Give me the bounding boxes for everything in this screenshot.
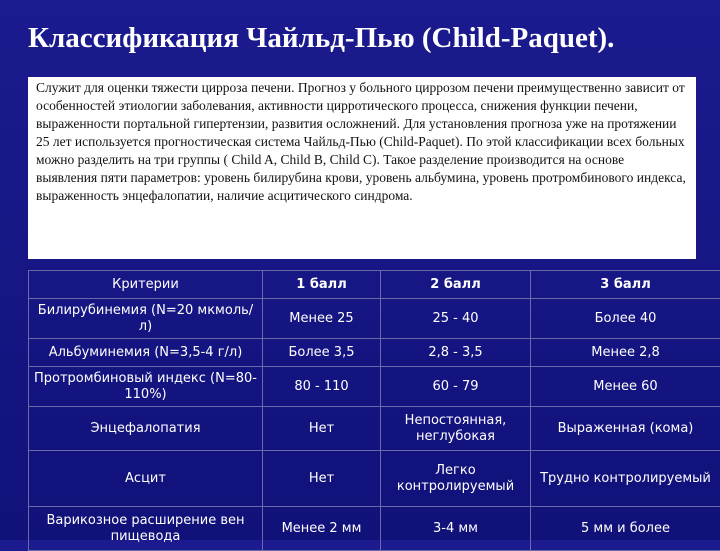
criterion-cell: Билирубинемия (N=20 мкмоль/л) <box>29 299 263 339</box>
score-2-cell: 3-4 мм <box>381 507 531 551</box>
score-1-cell: 80 - 110 <box>263 367 381 407</box>
child-pugh-table <box>28 270 720 551</box>
table-row <box>29 367 720 407</box>
score-1-cell: Нет <box>263 407 381 451</box>
table-row <box>29 339 720 367</box>
score-2-cell: 25 - 40 <box>381 299 531 339</box>
table-row <box>29 507 720 551</box>
header-score-1: 1 балл <box>263 271 381 299</box>
header-score-3: 3 балл <box>531 271 720 299</box>
score-2-cell: Легко контролируемый <box>381 451 531 507</box>
header-criteria: Критерии <box>29 271 263 299</box>
score-3-cell: Менее 2,8 <box>531 339 720 367</box>
table-header-row <box>29 271 720 299</box>
table-row <box>29 407 720 451</box>
criterion-cell: Асцит <box>29 451 263 507</box>
description-text: Служит для оценки тяжести цирроза печени. Прогноз у больного циррозом печени преимущественно зависит от особенностей этиологии заболевания, активности цирротического процесса, снижения функции печени, выраженности портальной гипертензии, развития осложнений. Для установления прогноза уже на протяжении 25 лет используется прогностическая система Чайльд-Пью (Child-Paquet). По этой классификации всех больных можно разделить на три группы ( Child A, Child B, Child C). Такое разделение производится на основе выявления пяти параметров: уровень билирубина крови, уровень альбумина, уровень протромбинового индекса, выраженность энцефалопатии, наличие асцитического синдрома. <box>28 77 696 259</box>
score-2-cell: Непостоянная, неглубокая <box>381 407 531 451</box>
header-score-2: 2 балл <box>381 271 531 299</box>
score-3-cell: Менее 60 <box>531 367 720 407</box>
score-1-cell: Более 3,5 <box>263 339 381 367</box>
score-3-cell: Более 40 <box>531 299 720 339</box>
score-1-cell: Нет <box>263 451 381 507</box>
criterion-cell: Протромбиновый индекс (N=80-110%) <box>29 367 263 407</box>
score-1-cell: Менее 25 <box>263 299 381 339</box>
criterion-cell: Энцефалопатия <box>29 407 263 451</box>
slide-title: Классификация Чайльд-Пью (Child-Paquet). <box>28 18 708 58</box>
score-2-cell: 2,8 - 3,5 <box>381 339 531 367</box>
criterion-cell: Варикозное расширение вен пищевода <box>29 507 263 551</box>
score-3-cell: 5 мм и более <box>531 507 720 551</box>
criterion-cell: Альбуминемия (N=3,5-4 г/л) <box>29 339 263 367</box>
table-row <box>29 451 720 507</box>
score-2-cell: 60 - 79 <box>381 367 531 407</box>
score-3-cell: Выраженная (кома) <box>531 407 720 451</box>
table-row <box>29 299 720 339</box>
score-3-cell: Трудно контролируемый <box>531 451 720 507</box>
score-1-cell: Менее 2 мм <box>263 507 381 551</box>
